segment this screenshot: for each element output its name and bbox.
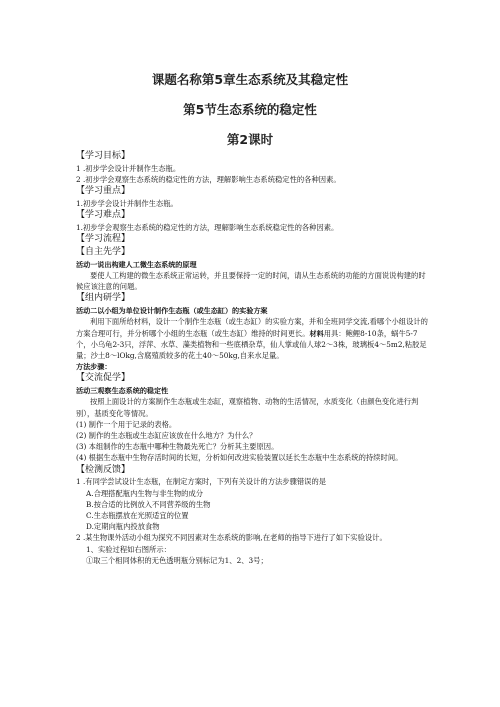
period-title: 第2课时 xyxy=(226,132,274,147)
flow-heading: 【学习流程】 xyxy=(76,234,131,245)
question-item: (3) 本组制作的生态瓶中哪种生物最先死亡？分析其主要原因。 xyxy=(76,442,279,452)
exercise-2: 2 .某生物课外活动小组为探究不同因素对生态系统的影响,在老师的指导下进行了如下实验设计。 xyxy=(76,533,387,543)
question-item: (2) 制作的生态瓶或生态缸应该放在什么地方？为什么？ xyxy=(76,431,257,441)
key-points-heading: 【学习重点】 xyxy=(76,186,131,197)
feedback-heading: 【检测反馈】 xyxy=(76,464,131,475)
activity3-title: 活动三观察生态系统的稳定性 xyxy=(76,386,169,396)
group-study-heading: 【组内研学】 xyxy=(76,293,131,304)
question-item: (1) 制作一个用于记录的表格。 xyxy=(76,419,177,429)
exercise-2-step: ①取三个相同体积的无色透明瓶分别标记为1、2、3号； xyxy=(86,555,268,565)
goal-item: 2 .初步学会观察生态系统的稳定性的方法，理解影响生态系统稳定性的各种因素。 xyxy=(76,175,341,184)
option-a: A.合理搭配瓶内生物与非生物的成分 xyxy=(86,488,204,498)
key-point-item: 1.初步学会设计并制作生态瓶。 xyxy=(76,199,178,208)
document-body xyxy=(76,150,432,566)
lesson-title: 课题名称第5章生态系统及其稳定性 xyxy=(151,72,349,87)
method-steps-label: 方法步骤： xyxy=(76,362,112,372)
goals-heading: 【学习目标】 xyxy=(76,151,131,161)
exchange-heading: 【交流促学】 xyxy=(76,373,131,384)
activity1-title: 活动一说出构建人工微生态系统的原理 xyxy=(76,259,197,269)
option-b: B.按合适的比例放入不同营养级的生物 xyxy=(86,499,211,509)
exercise-2-step: 1、实验过程如右图所示： xyxy=(86,544,171,554)
option-c: C.生态瓶摆放在光照适宜的位置 xyxy=(86,511,189,521)
exercise-1: 1 .有同学尝试设计生态瓶，在制定方案时，下列有关设计的方法步骤错误的是 xyxy=(76,477,327,487)
difficulty-heading: 【学习难点】 xyxy=(76,210,131,221)
self-study-heading: 【自主先学】 xyxy=(76,247,131,257)
question-item: (4) 根据生态瓶中生物存活时间的长短，分析如何改进实验装置以延长生态瓶中生态系统的持续时间。 xyxy=(76,453,403,463)
section-title: 第5节生态系统的稳定性 xyxy=(183,102,317,117)
activity2-title: 活动二以小组为单位设计制作生态瓶（或生态缸）的实验方案 xyxy=(76,306,268,316)
activity2-paragraph: 利用下面所给材料，设计一个制作生态瓶（或生态缸）的实验方案，并和全班同学交流,看哪个小组设计的方案合理可行，并分析哪个小组的生态瓶（或生态缸）维持的时间更长。材料用具：鲍鲤8-10条，蜗牛5-7个，小乌龟2-3只，浮萍、水草、藻类植物和一些底栖杂草，仙人掌或仙人球2〜3株，玻璃板4〜5m2,粘胶足量；沙土8〜lOkg,含腐殖质较多的花土40〜50kg,自来水足量。 xyxy=(76,317,428,361)
activity1-paragraph: 要使人工构建的微生态系统正常运转，并且要保持一定的时间，请从生态系统的功能的方面说说构建的时候应该注意的问题。 xyxy=(76,271,426,292)
activity3-paragraph: 按照上面设计的方案制作生态瓶或生态缸，观察植物、动物的生活情况，水质变化（由颜色变化进行判别），基质变化等情况。 xyxy=(76,397,419,418)
difficulty-item: 1.初步学会观察生态系统的稳定性的方法，理解影响生态系统稳定性的各种因素。 xyxy=(76,223,339,232)
option-d: D.定期向瓶内投放食物 xyxy=(86,522,160,532)
goal-item: 1 .初步学会设计并制作生态瓶。 xyxy=(76,163,181,173)
